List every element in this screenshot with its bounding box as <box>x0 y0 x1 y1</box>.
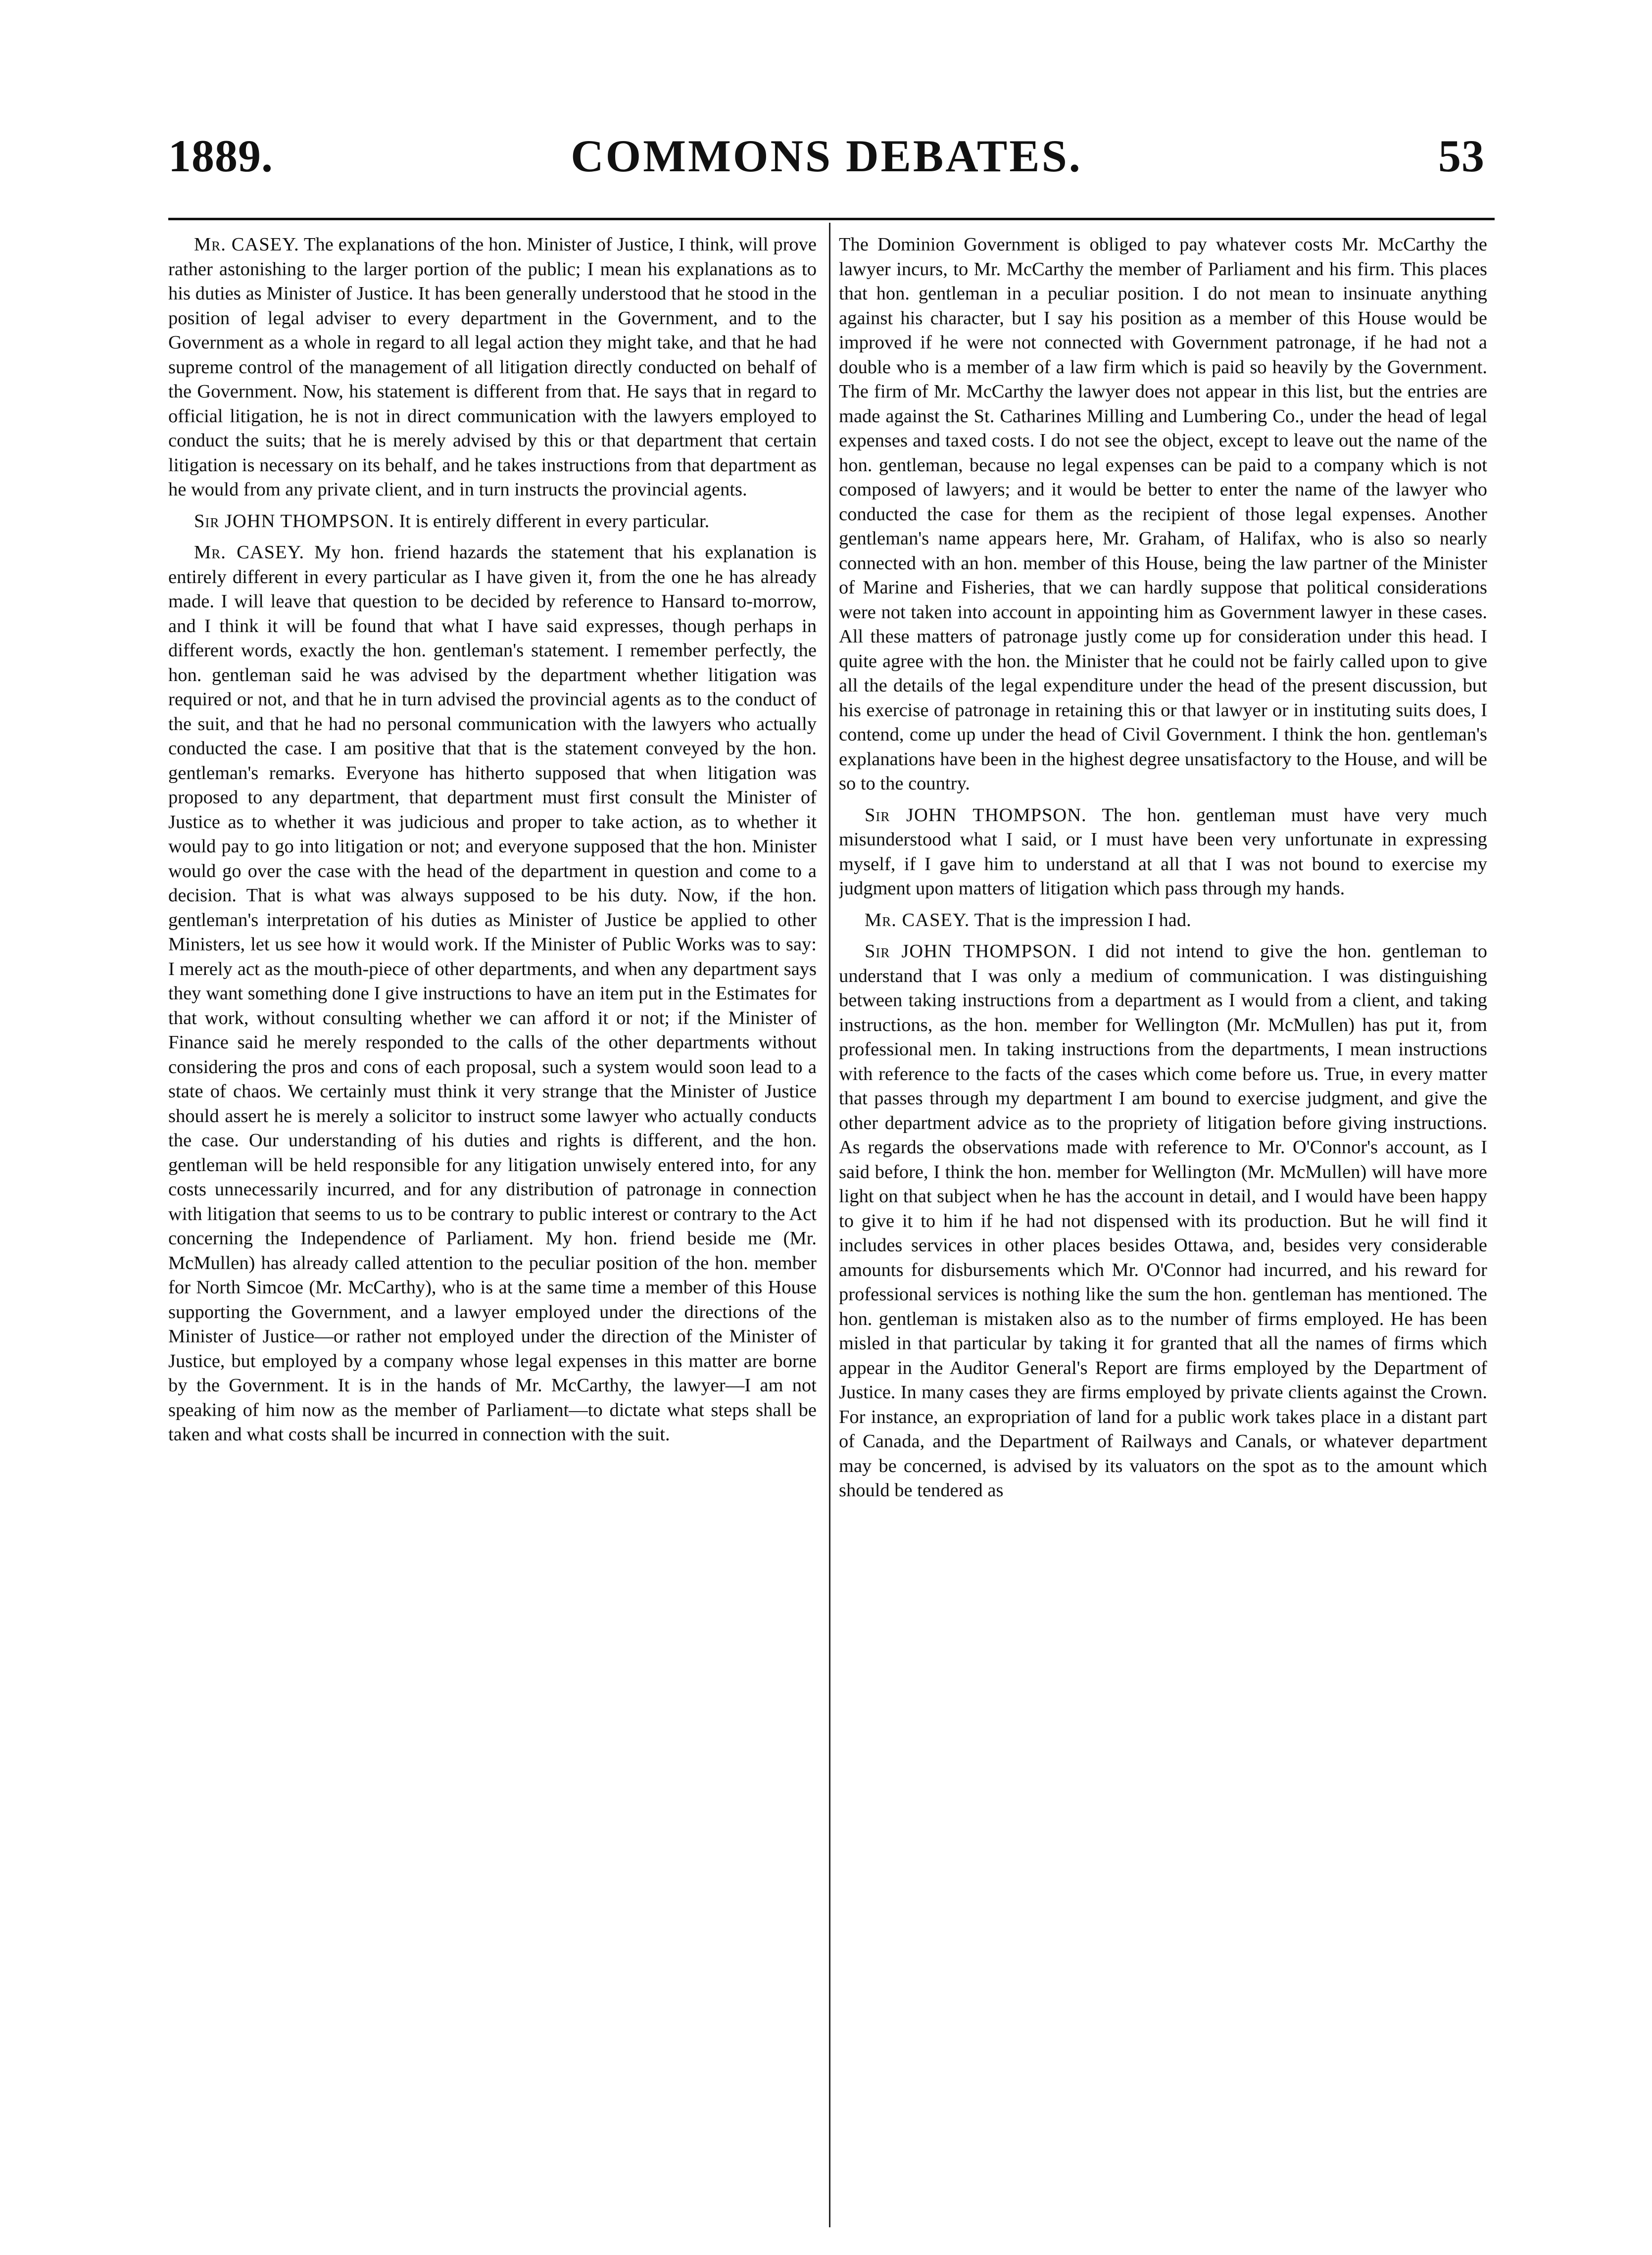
speaker-name: Mr. CASEY. <box>865 909 970 931</box>
paragraph <box>168 233 817 502</box>
paragraph <box>839 939 1487 1503</box>
paragraph-text: I did not intend to give the hon. gentleman to understand that I was only a medium of communication. I was distinguishing between taking instructions from a department as I would from a client, and taking instructions, as the hon. member for Wellington (Mr. McMullen) has put it, from professional men. In taking instructions from the departments, I mean instructions with reference to the facts of the cases which come before us. True, in every matter that passes through my department I am bound to exercise judgment, and give the other department advice as to the propriety of litigation before giving instructions. As regards the observations made with reference to Mr. O'Connor's account, as I said before, I think the hon. member for Wellington (Mr. McMullen) will have more light on that subject when he has the account in detail, and I would have been happy to give it to him if he had not dispensed with its production. But he will find it includes services in other places besides Ottawa, and, besides very considerable amounts for disbursements which Mr. O'Connor had incurred, and his reward for professional services is nothing like the sum the hon. gentleman has mentioned. The hon. gentleman is mistaken also as to the number of firms employed. He has been misled in that particular by taking it for granted that all the names of firms which appear in the Auditor General's Report are firms employed by the Department of Justice. In many cases they are firms employed by private clients against the Crown. For instance, an expropriation of land for a public work takes place in a distant part of Canada, and the Department of Railways and Canals, or whatever department may be concerned, is advised by its valuators on the spot as to the amount which should be tendered as <box>839 941 1487 1501</box>
speaker-name: Sir JOHN THOMPSON. <box>865 941 1077 962</box>
paragraph-text: My hon. friend hazards the statement that his explanation is entirely different in every particular as I have given it, from the one he has already made. I will leave that question to be decided by reference to Hansard to-morrow, and I think it will be found that what I have said expresses, though perhaps in different words, exactly the hon. gentleman's statement. I remember perfectly, the hon. gentleman said he was advised by the department whether litigation was required or not, and that he in turn advised the provincial agents as to the conduct of the suit, and that he had no personal communication with the lawyers who actually conducted the case. I am positive that that is the statement conveyed by the hon. gentleman's remarks. Everyone has hitherto supposed that when litigation was proposed to any department, that department must first consult the Minister of Justice as to whether it was judicious and proper to take action, as to whether it would pay to go into litigation or not; and everyone supposed that the hon. Minister would go over the case with the head of the department in question and come to a decision. That is what was always supposed to be his duty. Now, if the hon. gentleman's interpretation of his duties as Minister of Justice be applied to other Ministers, let us see how it would work. If the Minister of Public Works was to say: I merely act as the mouth-piece of other departments, and when any department says they want something done I give instructions to have an item put in the Estimates for that work, without consulting whether we can afford it or not; if the Minister of Finance said he merely responded to the calls of the other departments without considering the pros and cons of each proposal, such a system would soon lead to a state of chaos. We certainly must think it very strange that the Minister of Justice should assert he is merely a solicitor to instruct some lawyer who actually conducts the case. Our understanding of his duties and rights is different, and the hon. gentleman will be held responsible for any litigation unwisely entered into, for any costs unnecessarily incurred, and for any distribution of patronage in connection with litigation that seems to us to be contrary to public interest or contrary to the Act concerning the Independence of Parliament. My hon. friend beside me (Mr. McMullen) has already called attention to the peculiar position of the hon. member for North Simcoe (Mr. McCarthy), who is at the same time a member of this House supporting the Government, and a lawyer employed under the directions of the Minister of Justice—or rather not employed under the direction of the Minister of Justice, but employed by a company whose legal expenses in this matter are borne by the Government. It is in the hands of Mr. McCarthy, the lawyer—I am not speaking of him now as the member of Parliament—to dictate what steps shall be taken and what costs shall be incurred in connection with the suit. <box>168 542 817 1445</box>
header-page-number: 53 <box>1438 131 1485 181</box>
right-column <box>839 233 1487 2203</box>
paragraph-text: The hon. gentleman must have very much misunderstood what I said, or I must have been very unfortunate in expressing myself, if I gave him to understand at all that I was not bound to exercise my judgment upon matters of litigation which pass through my hands. <box>839 804 1487 899</box>
column-divider <box>829 223 830 2227</box>
speaker-name: Sir JOHN THOMPSON. <box>194 510 394 532</box>
paragraph <box>839 908 1487 933</box>
paragraph <box>839 803 1487 901</box>
paragraph-text: It is entirely different in every particular. <box>399 510 710 532</box>
paragraph-text: That is the impression I had. <box>974 909 1191 931</box>
paragraph <box>839 233 1487 796</box>
speaker-name: Sir JOHN THOMPSON. <box>865 804 1087 826</box>
left-column <box>168 233 817 2203</box>
header-year: 1889. <box>168 131 273 181</box>
paragraph-text: The explanations of the hon. Minister of Justice, I think, will prove rather astonishing to the larger portion of the public; I mean his explanations as to his duties as Minister of Justice. It has been generally understood that he stood in the position of legal adviser to every department in the Government, and to the Government as a whole in regard to all legal action they might take, and that he had supreme control of the management of all litigation directly conducted on behalf of the Government. Now, his statement is different from that. He says that in regard to official litigation, he is not in direct communication with the lawyers employed to conduct the suits; that he is merely advised by this or that department that certain litigation is necessary on its behalf, and he takes instructions from that department as he would from any private client, and in turn instructs the provincial agents. <box>168 234 817 500</box>
speaker-name: Mr. CASEY. <box>194 542 304 563</box>
header-rule <box>168 218 1495 220</box>
paragraph <box>168 509 817 534</box>
paragraph <box>168 540 817 1447</box>
speaker-name: Mr. CASEY. <box>194 234 299 255</box>
page-header <box>168 126 1485 196</box>
paragraph-text: The Dominion Government is obliged to pay whatever costs Mr. McCarthy the lawyer incurs, to Mr. McCarthy the member of Parliament and his firm. This places that hon. gentleman in a peculiar position. I do not mean to insinuate anything against his character, but I say his position as a member of this House would be improved if he were not connected with Government patronage, if he had not a double who is a member of a law firm which is paid so heavily by the Government. The firm of Mr. McCarthy the lawyer does not appear in this list, but the entries are made against the St. Catharines Milling and Lumbering Co., under the head of legal expenses and taxed costs. I do not see the object, except to leave out the name of the hon. gentleman, because no legal expenses can be paid to a company which is not composed of lawyers; and it would be better to enter the name of the lawyer who conducted the case for them as the recipient of those legal expenses. Another gentleman's name appears here, Mr. Graham, of Halifax, who is also so nearly connected with an hon. member of this House, being the law partner of the Minister of Marine and Fisheries, that we can hardly suppose that political considerations were not taken into account in appointing him as Government lawyer in these cases. All these matters of patronage justly come up for consideration under this head. I quite agree with the hon. the Minister that he could not be fairly called upon to give all the details of the legal expenditure under the head of the present discussion, but his exercise of patronage in retaining this or that lawyer or in instituting suits does, I contend, come up under the head of Civil Government. I think the hon. gentleman's explanations have been in the highest degree unsatisfactory to the House, and will be so to the country. <box>839 234 1487 794</box>
header-title: COMMONS DEBATES. <box>571 131 1082 181</box>
